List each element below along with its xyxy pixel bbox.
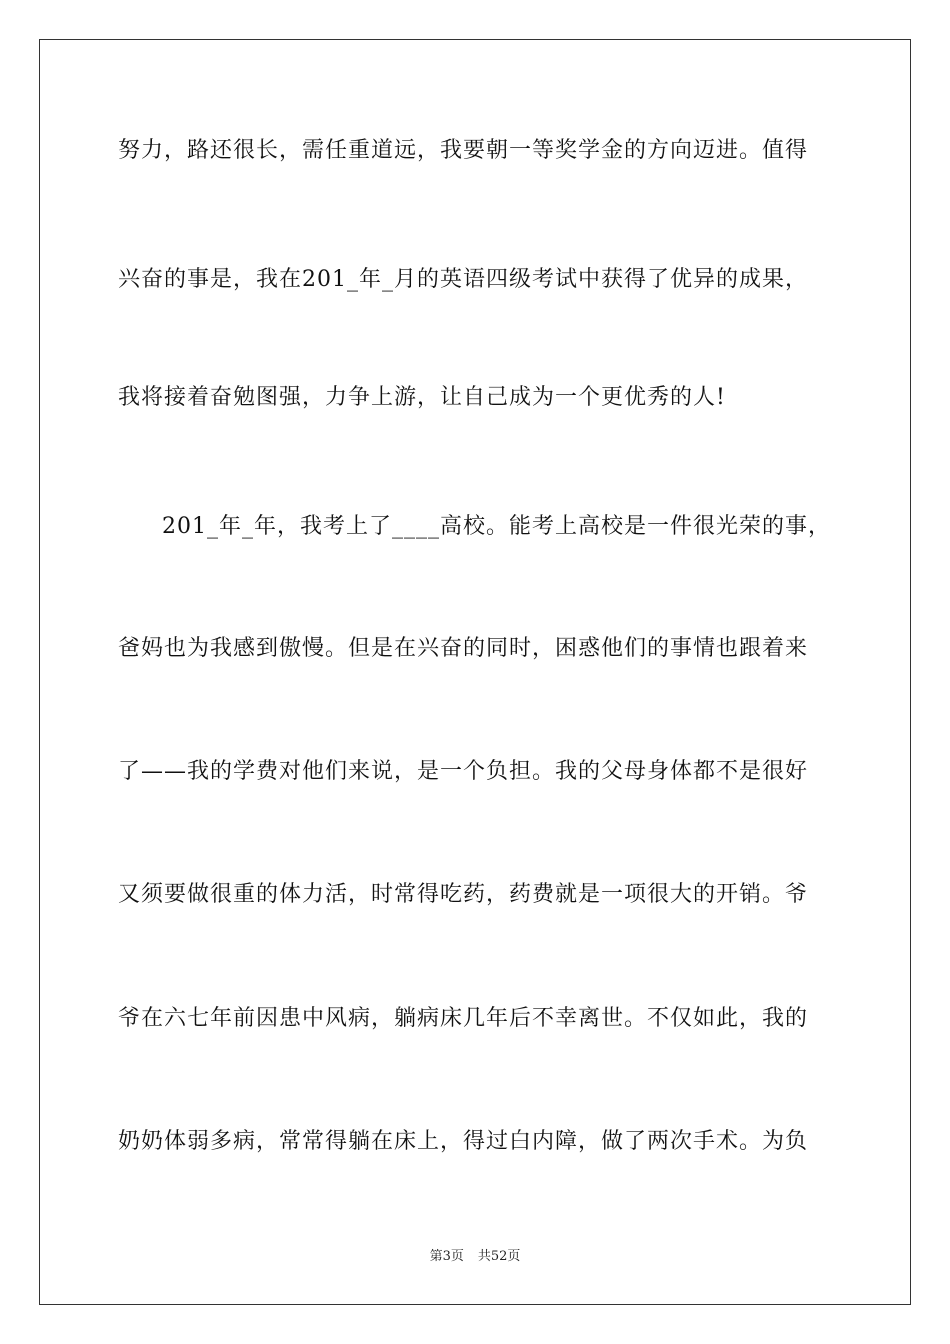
text-line: 兴奋的事是，我在201_年_月的英语四级考试中获得了优异的成果， — [118, 267, 808, 292]
paragraph-start-line: 201_年_年，我考上了____高校。能考上高校是一件很光荣的事， — [162, 514, 831, 539]
text-line: 爸妈也为我感到傲慢。但是在兴奋的同时，困惑他们的事情也跟着来 — [118, 636, 809, 661]
page-frame — [39, 39, 911, 1305]
text-line: 奶奶体弱多病，常常得躺在床上，得过白内障，做了两次手术。为负 — [118, 1129, 809, 1154]
page-total: 共52页 — [477, 1249, 521, 1264]
text-line: 努力，路还很长，需任重道远，我要朝一等奖学金的方向迈进。值得 — [118, 138, 809, 163]
text-line: 我将接着奋勉图强，力争上游，让自己成为一个更优秀的人! — [118, 385, 726, 410]
text-line: 爷在六七年前因患中风病，躺病床几年后不幸离世。不仅如此，我的 — [118, 1006, 809, 1031]
text-line: 了——我的学费对他们来说，是一个负担。我的父母身体都不是很好 — [118, 759, 809, 784]
text-line: 又须要做很重的体力活，时常得吃药，药费就是一项很大的开销。爷 — [118, 882, 809, 907]
page-number: 第3页 — [429, 1249, 464, 1264]
page-footer — [0, 1248, 950, 1266]
